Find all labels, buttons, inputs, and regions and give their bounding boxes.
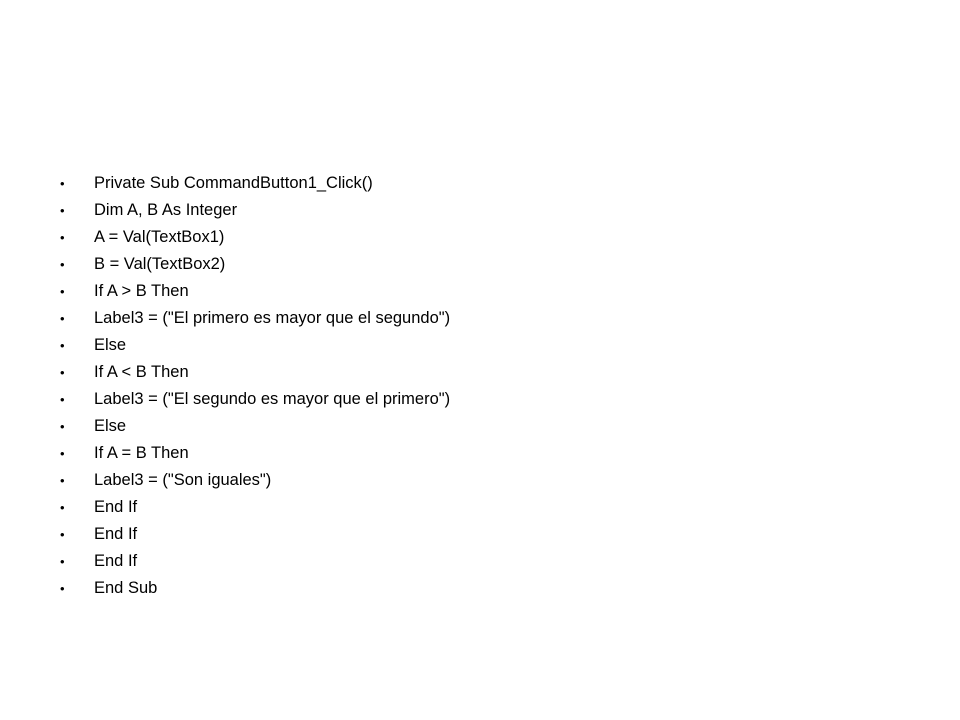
list-item [60, 305, 450, 332]
bullet-icon: • [60, 581, 65, 596]
code-line: If A = B Then [94, 444, 189, 462]
bullet-icon: • [60, 257, 65, 272]
code-line: Label3 = ("El segundo es mayor que el primero") [94, 390, 451, 408]
code-line: Else [94, 336, 127, 354]
bullet-icon: • [60, 338, 65, 353]
list-item [60, 440, 450, 467]
bullet-icon: • [60, 554, 65, 569]
list-item [60, 332, 450, 359]
list-item [60, 575, 450, 602]
code-line: Label3 = ("Son iguales") [94, 471, 272, 489]
bullet-icon: • [60, 230, 65, 245]
list-item [60, 224, 450, 251]
code-line: End If [94, 498, 138, 516]
bullet-icon: • [60, 500, 65, 515]
list-item [60, 251, 450, 278]
list-item [60, 521, 450, 548]
bullet-icon: • [60, 392, 65, 407]
code-line: B = Val(TextBox2) [94, 255, 226, 273]
code-line: If A > B Then [94, 282, 189, 300]
code-line: End Sub [94, 579, 158, 597]
bullet-icon: • [60, 365, 65, 380]
code-line: Dim A, B As Integer [94, 201, 238, 219]
code-line: Else [94, 417, 127, 435]
code-line: End If [94, 552, 138, 570]
bullet-icon: • [60, 419, 65, 434]
list-item [60, 170, 450, 197]
code-line: Label3 = ("El primero es mayor que el segundo") [94, 309, 451, 327]
code-line: If A < B Then [94, 363, 189, 381]
bullet-icon: • [60, 527, 65, 542]
code-bullet-list [60, 170, 450, 602]
bullet-icon: • [60, 446, 65, 461]
list-item [60, 197, 450, 224]
list-item [60, 467, 450, 494]
list-item [60, 494, 450, 521]
bullet-icon: • [60, 473, 65, 488]
bullet-icon: • [60, 203, 65, 218]
list-item [60, 278, 450, 305]
code-line: A = Val(TextBox1) [94, 228, 225, 246]
code-line: Private Sub CommandButton1_Click() [94, 174, 373, 192]
bullet-icon: • [60, 311, 65, 326]
list-item [60, 359, 450, 386]
list-item [60, 548, 450, 575]
bullet-icon: • [60, 284, 65, 299]
bullet-icon: • [60, 176, 65, 191]
list-item [60, 386, 450, 413]
code-line: End If [94, 525, 138, 543]
list-item [60, 413, 450, 440]
